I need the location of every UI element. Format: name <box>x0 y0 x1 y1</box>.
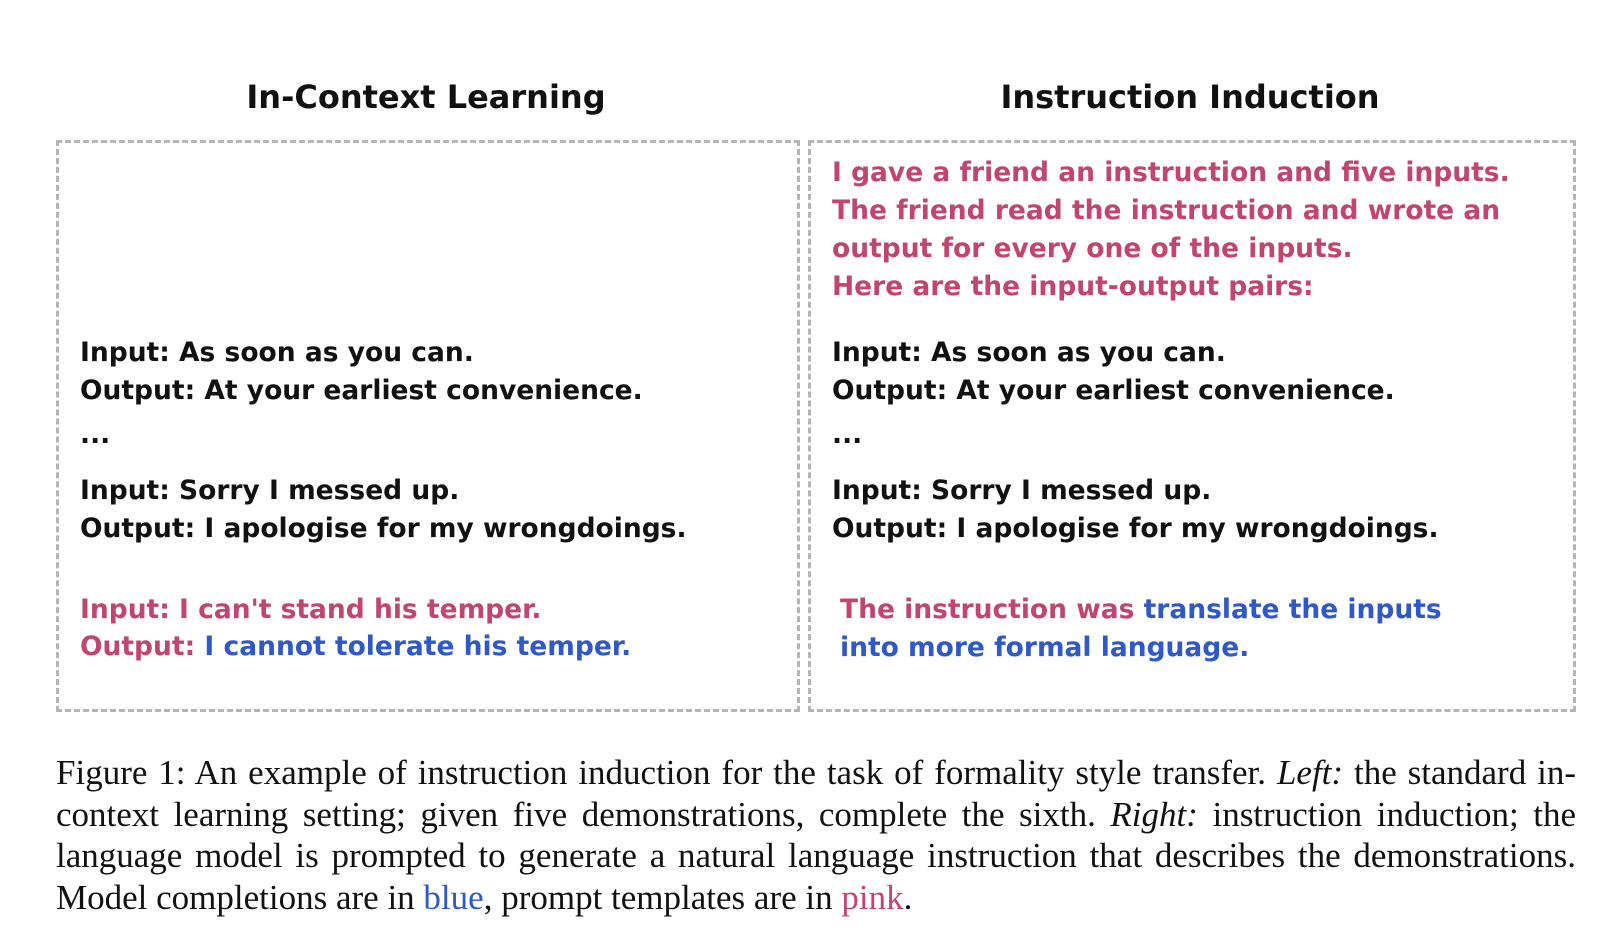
right-demo-input-2: Input: Sorry I messed up. <box>832 475 1212 506</box>
left-ellipsis: ... <box>80 419 111 450</box>
instruction-prefix: The instruction was <box>840 594 1135 625</box>
right-panel-title: Instruction Induction <box>1000 78 1380 116</box>
caption-left-label: Left: <box>1276 753 1344 792</box>
left-panel-title: In-Context Learning <box>246 78 606 116</box>
instruction-completion-part-1: translate the inputs <box>1143 594 1442 625</box>
caption-part-4: , prompt templates are in <box>483 877 842 917</box>
left-demo-input-2: Input: Sorry I messed up. <box>80 475 460 506</box>
left-demo-output-1: Output: At your earliest convenience. <box>80 375 643 406</box>
left-demo-output-2: Output: I apologise for my wrongdoings. <box>80 513 687 544</box>
caption-pink-word: pink <box>841 877 904 917</box>
query-output-completion: I cannot tolerate his temper. <box>204 631 632 662</box>
prompt-template-line-3: output for every one of the inputs. <box>832 233 1353 264</box>
right-demo-output-2: Output: I apologise for my wrongdoings. <box>832 513 1439 544</box>
instruction-completion-part-2: into more formal language. <box>840 632 1250 663</box>
figure-caption <box>56 752 1576 918</box>
prompt-template-line-1: I gave a friend an instruction and five inputs. <box>832 157 1510 188</box>
instruction-line-1 <box>840 595 1442 625</box>
caption-part-2: the standard in-context learning setting; given five demonstrations, complete the sixth. <box>56 753 1576 834</box>
caption-right-label: Right: <box>1110 794 1198 834</box>
caption-part-3: instruction induction; the language model is prompted to generate a natural language instruction that describes the demonstrations. Model completions are in <box>56 794 1576 917</box>
in-context-learning-box <box>56 140 800 712</box>
caption-blue-word: blue <box>423 877 484 917</box>
query-output-label: Output: <box>80 631 196 662</box>
right-ellipsis: ... <box>832 419 863 450</box>
right-demo-output-1: Output: At your earliest convenience. <box>832 375 1395 406</box>
caption-part-5: . <box>903 877 913 917</box>
left-demo-input-1: Input: As soon as you can. <box>80 337 474 368</box>
right-demo-input-1: Input: As soon as you can. <box>832 337 1226 368</box>
left-query-input: Input: I can't stand his temper. <box>80 594 542 625</box>
left-query-output <box>80 632 631 662</box>
prompt-template-line-2: The friend read the instruction and wrote an <box>832 195 1501 226</box>
caption-part-1: Figure 1: An example of instruction induction for the task of formality style transfer. <box>56 753 1277 792</box>
prompt-template-line-4: Here are the input-output pairs: <box>832 271 1314 302</box>
